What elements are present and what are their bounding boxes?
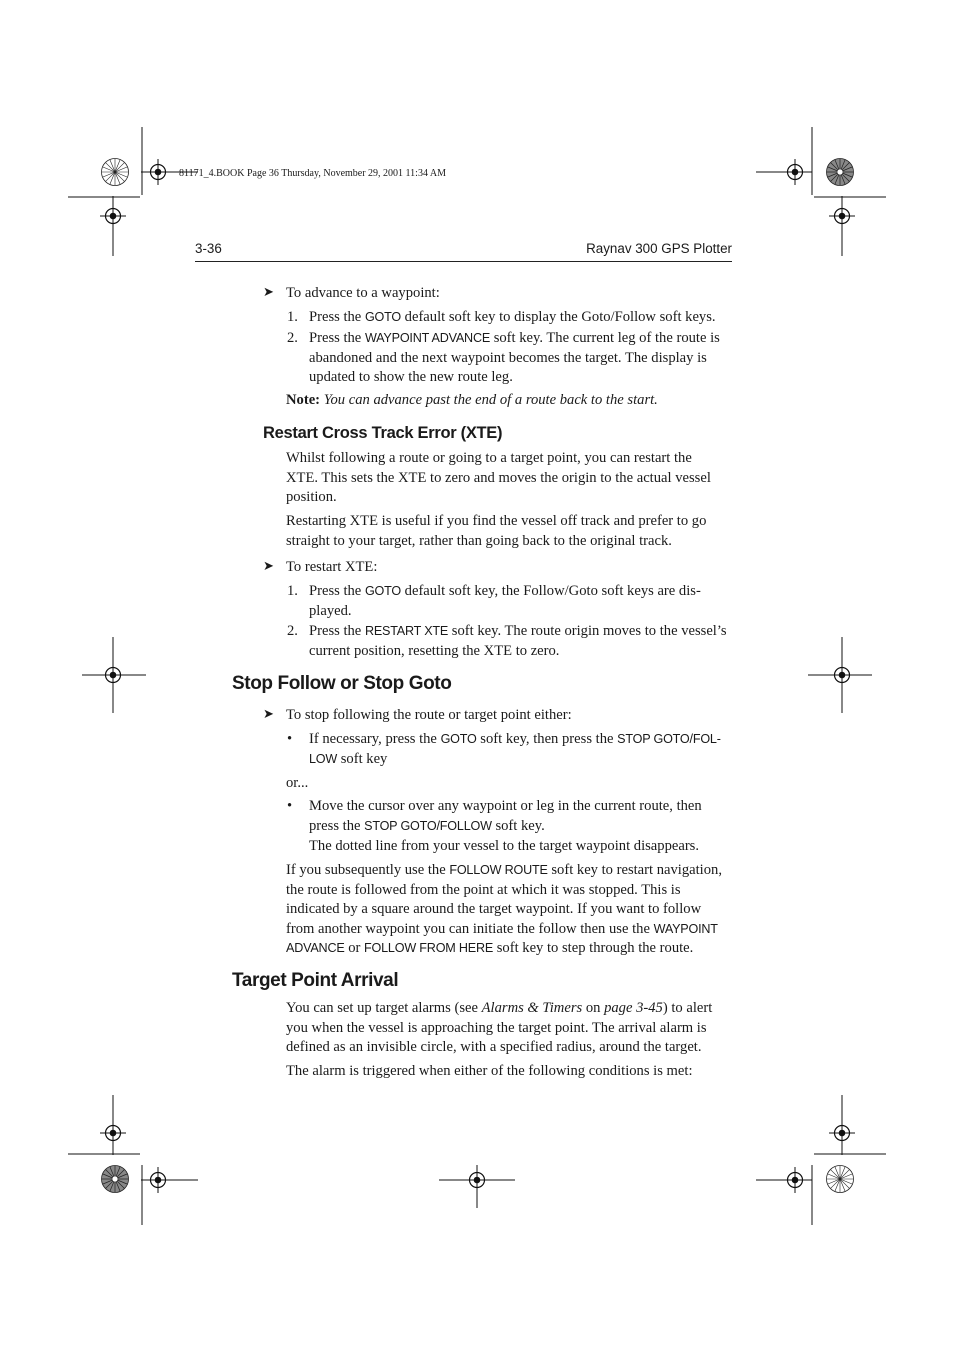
- note: Note: You can advance past the end of a route back to the start.: [286, 392, 658, 408]
- paragraph: Whilst following a route or going to a target point, you can restart the XTE. This sets the XTE to zero and moves the origin to the actual vessel position.: [286, 450, 711, 505]
- list-item: Press the GOTO default soft key to display the Goto/Follow soft keys.: [309, 309, 716, 325]
- color-wheel-icon: [827, 159, 854, 186]
- arrow-bullet-icon: ➤: [263, 285, 274, 300]
- arrow-bullet-icon: ➤: [263, 707, 274, 722]
- procedure-intro: To restart XTE:: [286, 559, 378, 575]
- header-rule: [195, 261, 732, 262]
- section-heading-target: Target Point Arrival: [232, 970, 399, 991]
- list-item: Press the GOTO default soft key, the Follow/Goto soft keys are dis- played.: [309, 583, 701, 619]
- section-heading-stop: Stop Follow or Stop Goto: [232, 673, 452, 694]
- paragraph: If you subsequently use the FOLLOW ROUTE soft key to restart navigation, the route is followed from the point at which it was stopped. This is indicated by a square around the target waypoint. If you want to follow from another waypoint you can initiate the follow then use the WAYPOINT ADVANCE or FOLLOW FROM HERE soft key to step through the route.: [286, 862, 722, 956]
- arrow-bullet-icon: ➤: [263, 559, 274, 574]
- bullet-icon: •: [287, 731, 293, 747]
- bullet-icon: •: [287, 798, 293, 814]
- cross-reference-link[interactable]: Alarms & Timers: [481, 1000, 583, 1016]
- color-wheel-icon: [102, 1166, 129, 1193]
- list-item: Press the RESTART XTE soft key. The route origin moves to the vessel’s current position, resetting the XTE to zero.: [309, 623, 727, 659]
- step-number: 1.: [287, 309, 298, 325]
- step-number: 2.: [287, 330, 298, 346]
- step-number: 1.: [287, 583, 298, 599]
- page-number: 3-36: [195, 241, 222, 256]
- paragraph: Restarting XTE is useful if you find the vessel off track and prefer to go straight to your target, rather than going back to the original track.: [286, 513, 707, 549]
- paragraph: The alarm is triggered when either of the following conditions is met:: [286, 1063, 693, 1079]
- paragraph: You can set up target alarms (see Alarms & Timers on page 3-45) to alert you when the vessel is approaching the target point. The arrival alarm is defined as an invisible circle, with a specified radius, around the target.: [286, 1000, 713, 1055]
- list-item: Press the WAYPOINT ADVANCE soft key. The current leg of the route is abandoned and the next waypoint becomes the target. The display is updated to show the new route leg.: [309, 330, 720, 385]
- list-item: If necessary, press the GOTO soft key, then press the STOP GOTO/FOL- LOW soft key: [309, 731, 721, 767]
- list-item: Move the cursor over any waypoint or leg in the current route, then press the STOP GOTO/FOLLOW soft key. The dotted line from your vessel to the target waypoint disappears.: [309, 798, 702, 854]
- procedure-intro: To advance to a waypoint:: [286, 285, 440, 301]
- print-stamp: 81171_4.BOOK Page 36 Thursday, November 29, 2001 11:34 AM: [179, 168, 447, 179]
- running-title: Raynav 300 GPS Plotter: [586, 241, 732, 256]
- section-heading-xte: Restart Cross Track Error (XTE): [263, 424, 503, 442]
- or-text: or...: [286, 775, 309, 791]
- color-wheel-icon: [102, 159, 129, 186]
- page-reference-link[interactable]: page 3-45: [604, 1000, 663, 1016]
- procedure-intro: To stop following the route or target point either:: [286, 707, 572, 723]
- color-wheel-icon: [827, 1166, 854, 1193]
- step-number: 2.: [287, 623, 298, 639]
